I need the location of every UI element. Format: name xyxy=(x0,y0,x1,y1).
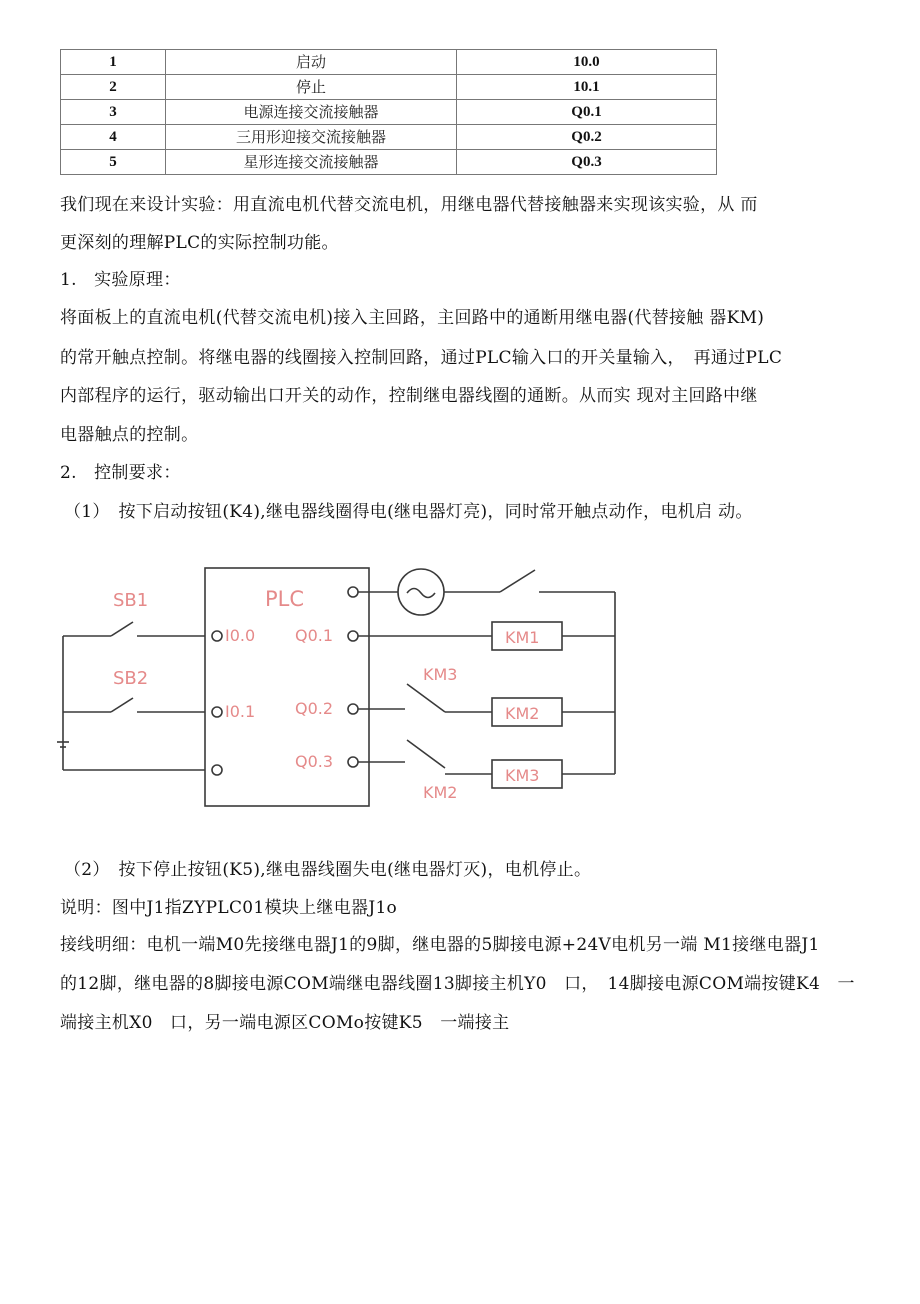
wiring-detail-line-2: 的12脚，继电器的8脚接电源COM端继电器线圈13脚接主机Y0 口， 14脚接电源COM端按键K4 一 xyxy=(60,974,855,994)
sb1-switch xyxy=(111,622,133,636)
intro-line-1: 我们现在来设计实验：用直流电机代替交流电机，用继电器代替接触器来实现该实验，从 而 xyxy=(60,195,758,215)
km3-contact-label: KM3 xyxy=(423,665,458,684)
plc-label: PLC xyxy=(265,587,305,611)
row-number: 1 xyxy=(61,50,166,75)
sb2-switch xyxy=(111,698,133,712)
output-q03-label: Q0.3 xyxy=(295,752,334,771)
terminal-q02 xyxy=(348,704,358,714)
sb2-label: SB2 xyxy=(113,668,149,689)
output-wiring xyxy=(358,570,615,774)
input-i00-label: I0.0 xyxy=(225,626,256,645)
row-number: 5 xyxy=(61,150,166,175)
row-function: 星形连接交流接触器 xyxy=(166,150,457,175)
row-address: 10.0 xyxy=(457,50,717,75)
row-function: 停止 xyxy=(166,75,457,100)
row-number: 4 xyxy=(61,125,166,150)
requirement-2: （2） 按下停止按钮(K5),继电器线圈失电(继电器灯灭)，电机停止。 xyxy=(64,860,592,880)
section-2-title: 2. 控制要求： xyxy=(60,463,181,483)
row-number: 2 xyxy=(61,75,166,100)
row-address: Q0.2 xyxy=(457,125,717,150)
ac-source-symbol xyxy=(398,569,444,615)
section-1-title: 1. 实验原理： xyxy=(60,270,181,290)
terminal-i00 xyxy=(212,631,222,641)
km1-label: KM1 xyxy=(505,628,540,647)
input-i01-label: I0.1 xyxy=(225,702,256,721)
km2-label: KM2 xyxy=(505,704,540,723)
table-row xyxy=(61,125,717,150)
io-assignment-table xyxy=(60,49,717,175)
wiring-detail-line-1: 接线明细：电机一端M0先接继电器J1的9脚，继电器的5脚接电源+24V电机另一端 M1接继电器J1 xyxy=(60,935,820,955)
terminal-common-out xyxy=(348,587,358,597)
output-q02-label: Q0.2 xyxy=(295,699,334,718)
row-address: 10.1 xyxy=(457,75,717,100)
row-address: Q0.3 xyxy=(457,150,717,175)
input-wiring xyxy=(57,622,205,770)
output-q01-label: Q0.1 xyxy=(295,626,334,645)
terminal-i01 xyxy=(212,707,222,717)
row-function: 三用形迎接交流接触器 xyxy=(166,125,457,150)
principle-line-2: 的常开触点控制。将继电器的线圈接入控制回路，通过PLC输入口的开关量输入， 再通过PLC xyxy=(60,348,783,368)
km2-contact-label: KM2 xyxy=(423,783,458,802)
principle-line-4: 电器触点的控制。 xyxy=(60,425,199,445)
terminal-common-in xyxy=(212,765,222,775)
table-row xyxy=(61,100,717,125)
table-row xyxy=(61,75,717,100)
note-line: 说明：图中J1指ZYPLC01模块上继电器J1o xyxy=(60,898,398,918)
row-function: 电源连接交流接触器 xyxy=(166,100,457,125)
intro-line-2: 更深刻的理解PLC的实际控制功能。 xyxy=(60,233,339,253)
requirement-1: （1） 按下启动按钮(K4),继电器线圈得电(继电器灯亮)，同时常开触点动作，电机启 动。 xyxy=(64,502,753,522)
row-number: 3 xyxy=(61,100,166,125)
km3-contact xyxy=(407,684,445,712)
row-address: Q0.1 xyxy=(457,100,717,125)
km3-label: KM3 xyxy=(505,766,540,785)
km2-contact xyxy=(407,740,445,768)
terminal-q01 xyxy=(348,631,358,641)
row-function: 启动 xyxy=(166,50,457,75)
main-switch xyxy=(500,570,535,592)
sb1-label: SB1 xyxy=(113,590,149,611)
principle-line-1: 将面板上的直流电机(代替交流电机)接入主回路，主回路中的通断用继电器(代替接触 器KM) xyxy=(60,308,765,328)
table-row xyxy=(61,150,717,175)
wiring-detail-line-3: 端接主机X0 口，另一端电源区COMo按键K5 一端接主 xyxy=(60,1013,510,1033)
terminal-q03 xyxy=(348,757,358,767)
principle-line-3: 内部程序的运行，驱动输出口开关的动作，控制继电器线圈的通断。从而实 现对主回路中继 xyxy=(60,386,758,406)
plc-wiring-diagram xyxy=(55,560,635,840)
table-row xyxy=(61,50,717,75)
